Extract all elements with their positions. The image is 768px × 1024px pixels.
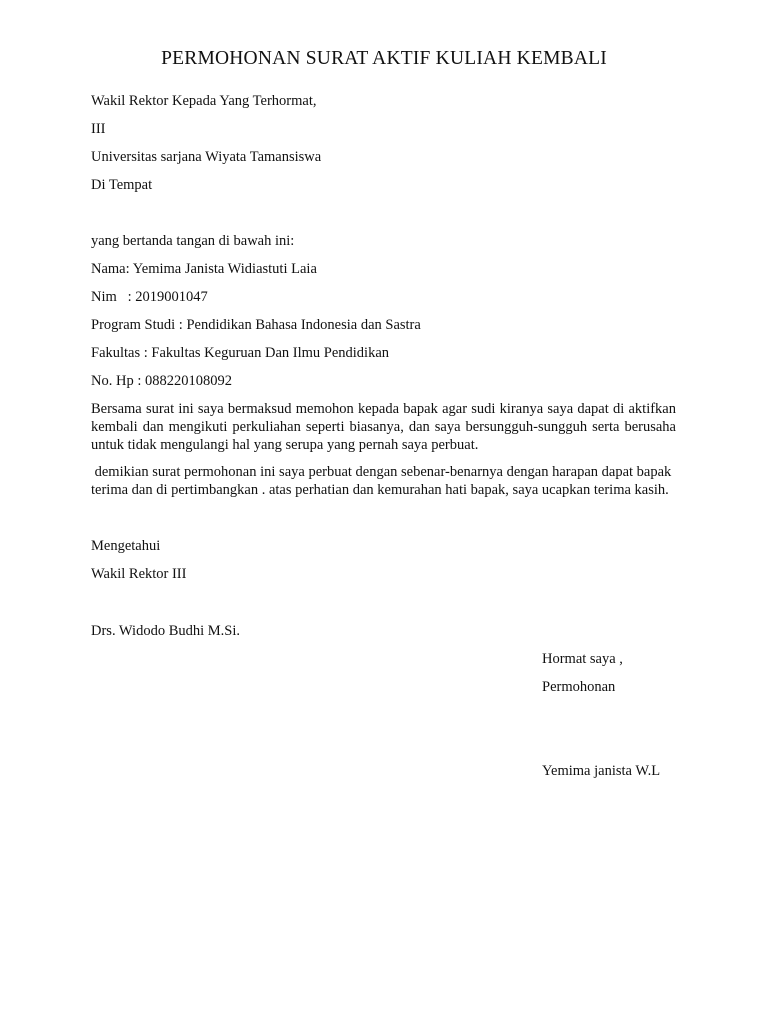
approval-label: Mengetahui bbox=[91, 538, 161, 554]
approval-position: Wakil Rektor III bbox=[91, 566, 187, 582]
intro-text: yang bertanda tangan di bawah ini: bbox=[91, 233, 295, 249]
identity-nim: Nim : 2019001047 bbox=[91, 289, 208, 305]
recipient-line-1: Wakil Rektor Kepada Yang Terhormat, bbox=[91, 93, 317, 109]
body-paragraph-2: demikian surat permohonan ini saya perbuat dengan sebenar-benarnya dengan harapan dapat bapak terima dan di pertimbangkan . atas perhatian dan kemurahan hati bapak, saya ucapkan terima kasih. bbox=[91, 464, 675, 498]
closing-role: Permohonan bbox=[542, 679, 616, 695]
identity-name: Nama: Yemima Janista Widiastuti Laia bbox=[91, 261, 317, 277]
recipient-location: Di Tempat bbox=[91, 177, 153, 193]
recipient-line-2: III bbox=[91, 121, 106, 137]
identity-program: Program Studi : Pendidikan Bahasa Indonesia dan Sastra bbox=[91, 317, 421, 333]
recipient-university: Universitas sarjana Wiyata Tamansiswa bbox=[91, 149, 322, 165]
closing-salutation: Hormat saya , bbox=[542, 651, 623, 667]
approval-official-name: Drs. Widodo Budhi M.Si. bbox=[91, 623, 241, 639]
identity-faculty: Fakultas : Fakultas Keguruan Dan Ilmu Pendidikan bbox=[91, 345, 390, 361]
signer-name: Yemima janista W.L bbox=[542, 763, 661, 779]
identity-phone: No. Hp : 088220108092 bbox=[91, 373, 232, 389]
body-paragraph-1: Bersama surat ini saya bermaksud memohon kepada bapak agar sudi kiranya saya dapat di aktifkan kembali dan mengikuti perkuliahan seperti biasanya, dan saya bersungguh-sungguh serta berusaha untuk tidak mengulangi hal yang serupa yang pernah saya perbuat. bbox=[91, 401, 676, 453]
letter-title: PERMOHONAN SURAT AKTIF KULIAH KEMBALI bbox=[161, 48, 607, 69]
